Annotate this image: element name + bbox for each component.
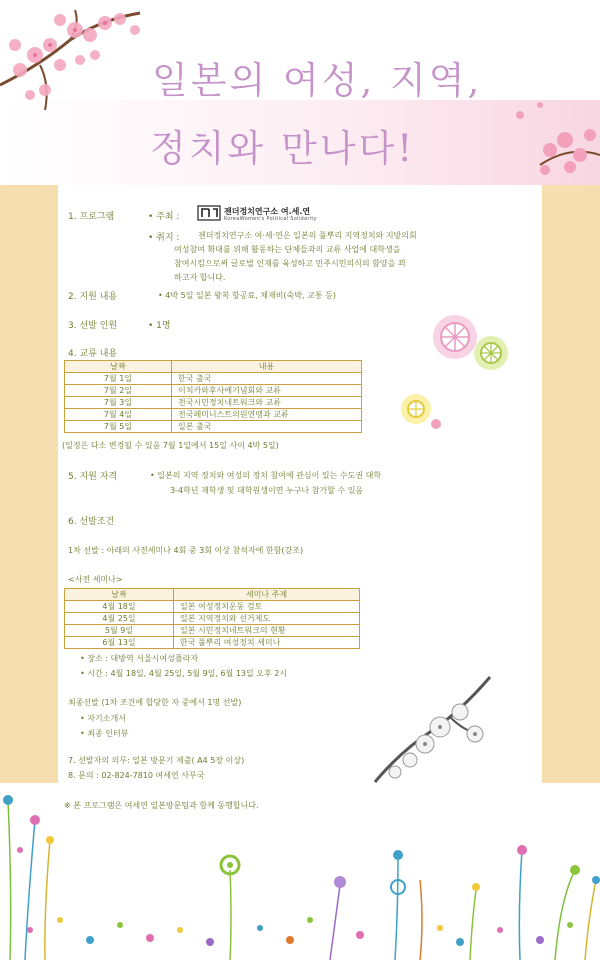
- table-cell: 7월 5일: [65, 421, 172, 433]
- conditions-label: 6. 선발조건: [68, 517, 115, 527]
- table-row: [65, 637, 360, 649]
- title-line-1: 일본의 여성, 지역,: [152, 59, 483, 102]
- right-side-panel: [542, 185, 600, 783]
- table-row: [65, 625, 360, 637]
- table-row: [65, 613, 360, 625]
- table-header-row: [65, 361, 362, 373]
- table-cell: 일본 지역정치와 선거제도: [174, 613, 360, 625]
- final-selection-item: • 자기소개서: [80, 714, 126, 723]
- final-selection-item: • 최종 인터뷰: [80, 729, 129, 738]
- program-label: 1. 프로그램: [68, 212, 115, 222]
- purpose-line: 참여시킴으로써 글로벌 인재를 육성하고 민주시민의식의 함양을 꾀: [174, 259, 406, 268]
- table-row: [65, 409, 362, 421]
- title-line-2: 정치와 만나다!: [150, 127, 416, 170]
- purpose-line: 하고자 합니다.: [174, 273, 226, 282]
- flower-meadow-decoration: [0, 790, 600, 960]
- exchange-label: 4. 교류 내용: [68, 349, 118, 359]
- qualification-line: 3-4학년 재학생 및 대학원생이면 누구나 참가할 수 있음: [170, 486, 364, 495]
- table-row: [65, 397, 362, 409]
- exchange-note: (일정은 다소 변경될 수 있음 7월 1일에서 15일 사이 4박 5일): [62, 441, 279, 450]
- table-row: [65, 601, 360, 613]
- table-cell: 일본 출국: [172, 421, 362, 433]
- table-cell: 전국페미니스트의원연맹과 교류: [172, 409, 362, 421]
- gray-blossom-branch: [370, 672, 500, 787]
- table-row: [65, 385, 362, 397]
- table-row: [65, 421, 362, 433]
- seminar-label: <사전 세미나>: [68, 575, 123, 584]
- table-cell: 전국시민정치네트워크와 교류: [172, 397, 362, 409]
- seminar-place: • 장소 : 대방역 서울시여성플라자: [80, 654, 199, 663]
- final-selection-text: 최종선발 (1차 조건에 합당한 자 중에서 1명 선발): [68, 698, 242, 707]
- table-cell: 한국 출국: [172, 373, 362, 385]
- small-flower-icon: [430, 418, 442, 430]
- qualification-line: • 일본의 지역 정치와 여성의 정치 참여에 관심이 있는 수도권 대학: [150, 471, 382, 480]
- selection-count-label: 3. 선발 인원: [68, 321, 118, 331]
- seminar-time: • 시간 : 4월 18일, 4월 25일, 5월 9일, 6월 13일 오후 2시: [80, 669, 288, 678]
- host-logo-text: 젠더정치연구소 여.세.연: [224, 207, 311, 216]
- support-label: 2. 지원 내용: [68, 292, 118, 302]
- round-ornament-green: [473, 335, 509, 371]
- contact-text: 8. 문의 : 02-824-7810 여세연 사무국: [68, 771, 205, 780]
- round-ornament-pink: [432, 314, 478, 360]
- cherry-blossom-branch-left: [0, 5, 150, 125]
- support-value: • 4박 5일 일본 왕복 항공료, 체재비(숙박, 교통 등): [158, 291, 336, 300]
- host-logo-icon: [197, 205, 221, 221]
- purpose-line: 젠더정치연구소 여·세·연은 일본의 풀뿌리 지역정치와 지방의회: [198, 231, 417, 240]
- cherry-blossom-branch-right: [500, 95, 600, 185]
- table-cell: 일본 여성정치운동 검토: [174, 601, 360, 613]
- table-cell: 한국 풀뿌리 여성정치 세미나: [174, 637, 360, 649]
- seminar-table: [64, 588, 360, 649]
- table-cell: 이치카와후사에기념회와 교류: [172, 385, 362, 397]
- duty-text: 7. 선발자의 의무: 일본 방문기 제출( A4 5장 이상): [68, 756, 245, 765]
- table-cell: 5월 9일: [65, 625, 174, 637]
- first-selection-text: 1차 선발 : 아래의 사전세미나 4회 중 3회 이상 참석자에 한함(강조): [68, 546, 304, 555]
- table-header-row: [65, 589, 360, 601]
- table-header-cell: 날짜: [65, 589, 174, 601]
- qualification-label: 5. 지원 자격: [68, 472, 118, 482]
- table-cell: 7월 2일: [65, 385, 172, 397]
- table-cell: 4월 18일: [65, 601, 174, 613]
- table-cell: 7월 3일: [65, 397, 172, 409]
- table-cell: 7월 1일: [65, 373, 172, 385]
- host-logo-subtext: KoreaWomen's Political Solidarity: [224, 216, 317, 222]
- footer-note: ※ 본 프로그램은 여세연 일본방문팀과 함께 동행합니다.: [64, 801, 259, 810]
- table-header-cell: 날짜: [65, 361, 172, 373]
- selection-count-value: • 1명: [148, 321, 171, 331]
- table-row: [65, 373, 362, 385]
- left-side-panel: [0, 185, 58, 783]
- table-header-cell: 세미나 주제: [174, 589, 360, 601]
- round-ornament-yellow: [400, 393, 432, 425]
- host-label: • 주최 :: [148, 212, 180, 222]
- table-cell: 6월 13일: [65, 637, 174, 649]
- table-cell: 7월 4일: [65, 409, 172, 421]
- purpose-line: 여성참여 확대를 위해 활동하는 단체들과의 교류 사업에 대학생을: [174, 245, 401, 254]
- table-header-cell: 내용: [172, 361, 362, 373]
- table-cell: 일본 시민정치네트워크의 현황: [174, 625, 360, 637]
- table-cell: 4월 25일: [65, 613, 174, 625]
- purpose-label: • 취지 :: [148, 233, 180, 243]
- exchange-table: [64, 360, 362, 433]
